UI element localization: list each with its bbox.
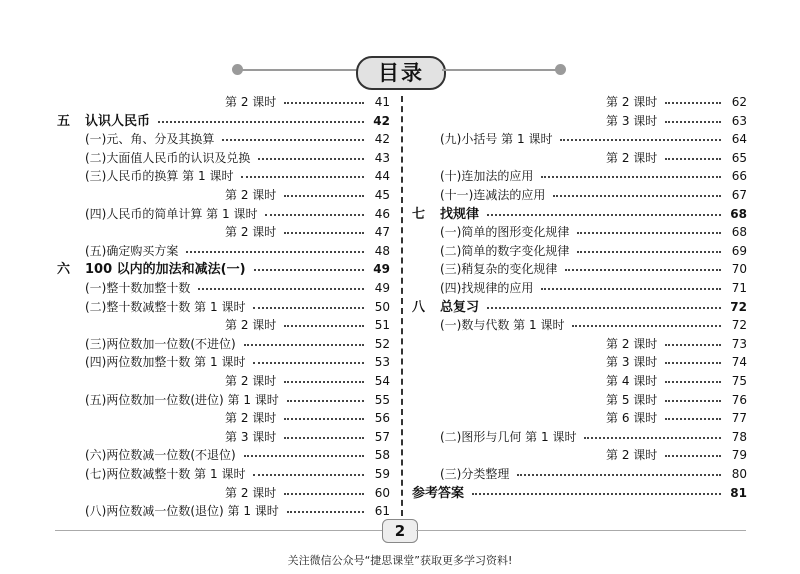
toc-entry[interactable] xyxy=(57,279,390,298)
dot-leader xyxy=(541,176,721,178)
dot-leader xyxy=(253,474,364,476)
page-ref: 53 xyxy=(374,355,390,370)
chapter-number: 六 xyxy=(57,262,71,278)
chapter-number: 七 xyxy=(412,206,426,222)
column-divider xyxy=(401,96,403,516)
dot-leader xyxy=(577,232,721,234)
chapter-title: 认识人民币 xyxy=(85,113,151,129)
section-title: (二)大面值人民币的认识及兑换 xyxy=(85,150,251,165)
page-ref: 79 xyxy=(731,448,747,463)
section-title: (一)元、角、分及其换算 xyxy=(85,132,215,147)
section-title: (五)确定购买方案 xyxy=(85,243,179,258)
page-ref: 62 xyxy=(731,95,747,109)
page-ref: 47 xyxy=(374,225,390,240)
page-ref: 48 xyxy=(374,243,390,258)
toc-entry[interactable] xyxy=(57,502,390,521)
dot-leader xyxy=(472,493,721,495)
dot-leader xyxy=(577,251,721,253)
page-ref: 42 xyxy=(373,113,390,128)
dot-leader xyxy=(158,121,364,123)
bottom-left-rule xyxy=(55,530,382,531)
section-title: 第 6 课时 xyxy=(606,411,658,426)
toc-entry[interactable] xyxy=(57,298,390,317)
dot-leader xyxy=(665,400,721,402)
toc-entry[interactable] xyxy=(412,242,747,261)
toc-entry[interactable] xyxy=(57,484,390,503)
page-ref: 73 xyxy=(731,336,747,351)
section-title: (三)分类整理 xyxy=(440,467,510,481)
toc-entry[interactable] xyxy=(57,353,390,372)
section-title: (二)简单的数字变化规律 xyxy=(440,243,570,258)
section-title: 第 5 课时 xyxy=(606,392,658,407)
section-title: 第 2 课时 xyxy=(225,411,277,426)
dot-leader xyxy=(284,325,364,327)
toc-entry[interactable] xyxy=(412,335,747,354)
page-ref: 43 xyxy=(374,150,390,165)
dot-leader xyxy=(287,511,364,513)
chapter-title: 100 以内的加法和减法(一) xyxy=(85,262,246,278)
toc-entry[interactable] xyxy=(412,409,747,428)
toc-entry[interactable] xyxy=(57,93,390,112)
dot-leader xyxy=(565,269,721,271)
section-title: (八)两位数减一位数(退位) 第 1 课时 xyxy=(85,504,279,519)
section-title: (十)连加法的应用 xyxy=(440,169,534,184)
page-ref: 66 xyxy=(731,169,747,184)
page-ref: 41 xyxy=(374,95,390,109)
section-title: 第 2 课时 xyxy=(606,95,658,109)
toc-entry[interactable] xyxy=(57,446,390,465)
section-title: (一)数与代数 第 1 课时 xyxy=(440,318,565,333)
dot-leader xyxy=(244,455,364,457)
section-title: (十一)连减法的应用 xyxy=(440,188,546,202)
dot-leader xyxy=(665,381,721,383)
toc-entry[interactable] xyxy=(412,316,747,335)
dot-leader xyxy=(222,139,364,141)
section-title: 第 2 课时 xyxy=(225,95,277,109)
section-title: (三)稍复杂的变化规律 xyxy=(440,262,558,277)
section-title: 第 3 课时 xyxy=(606,355,658,370)
page-ref: 72 xyxy=(730,299,747,314)
section-title: 第 2 课时 xyxy=(606,150,658,165)
chapter-title: 总复习 xyxy=(440,299,480,315)
dot-leader xyxy=(284,102,364,104)
dot-leader xyxy=(284,195,364,197)
toc-entry[interactable] xyxy=(57,260,390,279)
page-ref: 44 xyxy=(374,169,390,184)
dot-leader xyxy=(287,400,364,402)
page-ref: 64 xyxy=(731,132,747,147)
dot-leader xyxy=(241,176,364,178)
title-left-rule xyxy=(240,69,358,71)
dot-leader xyxy=(284,381,364,383)
toc-entry[interactable] xyxy=(412,391,747,410)
toc-entry[interactable] xyxy=(412,112,747,131)
page-ref: 60 xyxy=(374,485,390,500)
section-title: 第 2 课时 xyxy=(225,225,277,240)
section-title: (一)整十数加整十数 xyxy=(85,281,191,295)
dot-leader xyxy=(665,418,721,420)
toc-entry[interactable] xyxy=(412,353,747,372)
page-ref: 59 xyxy=(374,467,390,481)
section-title: (九)小括号 第 1 课时 xyxy=(440,132,553,147)
toc-entry[interactable] xyxy=(412,279,747,298)
page-ref: 68 xyxy=(731,225,747,240)
section-title: 参考答案 xyxy=(412,485,465,501)
dot-leader xyxy=(560,139,721,141)
toc-entry[interactable] xyxy=(57,409,390,428)
toc-entry[interactable] xyxy=(412,205,747,224)
section-title: 第 2 课时 xyxy=(225,374,277,388)
page-ref: 72 xyxy=(731,318,747,333)
dot-leader xyxy=(186,251,364,253)
section-title: (四)人民币的简单计算 第 1 课时 xyxy=(85,206,258,221)
toc-entry[interactable] xyxy=(57,465,390,484)
toc-entry[interactable] xyxy=(57,223,390,242)
section-title: 第 4 课时 xyxy=(606,374,658,388)
page-ref: 78 xyxy=(731,429,747,444)
toc-entry[interactable] xyxy=(412,372,747,391)
page-ref: 74 xyxy=(731,355,747,370)
title-right-rule xyxy=(442,69,560,71)
section-title: (四)两位数加整十数 第 1 课时 xyxy=(85,355,246,370)
page-ref: 63 xyxy=(731,113,747,128)
page-ref: 61 xyxy=(374,504,390,519)
section-title: (四)找规律的应用 xyxy=(440,281,534,295)
page-ref: 67 xyxy=(731,188,747,202)
toc-entry[interactable] xyxy=(57,335,390,354)
dot-leader xyxy=(584,437,721,439)
dot-leader xyxy=(665,121,721,123)
toc-entry[interactable] xyxy=(412,428,747,447)
dot-leader xyxy=(284,493,364,495)
section-title: 第 3 课时 xyxy=(225,429,277,444)
page-ref: 65 xyxy=(731,150,747,165)
section-title: (二)图形与几何 第 1 课时 xyxy=(440,429,577,444)
toc-entry[interactable] xyxy=(57,316,390,335)
page-ref: 57 xyxy=(374,429,390,444)
chapter-number: 八 xyxy=(412,299,426,315)
toc-entry[interactable] xyxy=(57,205,390,224)
title-right-dot xyxy=(555,64,566,75)
dot-leader xyxy=(244,344,364,346)
page-ref: 80 xyxy=(731,467,747,481)
page-ref: 77 xyxy=(731,411,747,426)
section-title: (五)两位数加一位数(进位) 第 1 课时 xyxy=(85,392,279,407)
toc-entry[interactable] xyxy=(57,242,390,261)
page-ref: 49 xyxy=(373,262,390,277)
page-ref: 55 xyxy=(374,392,390,407)
dot-leader xyxy=(198,288,364,290)
dot-leader xyxy=(487,307,721,309)
page-ref: 68 xyxy=(730,206,747,221)
page-ref: 71 xyxy=(731,281,747,295)
page-ref: 56 xyxy=(374,411,390,426)
toc-entry[interactable] xyxy=(412,130,747,149)
footer-note: 关注微信公众号“捷思课堂”获取更多学习资料! xyxy=(287,554,513,567)
page-ref: 51 xyxy=(374,318,390,333)
page-ref: 70 xyxy=(731,262,747,277)
toc-entry[interactable] xyxy=(412,186,747,205)
bottom-right-rule xyxy=(416,530,746,531)
page-ref: 50 xyxy=(374,299,390,314)
dot-leader xyxy=(265,214,364,216)
toc-entry[interactable] xyxy=(57,186,390,205)
dot-leader xyxy=(553,195,721,197)
dot-leader xyxy=(572,325,721,327)
toc-entry[interactable] xyxy=(412,465,747,484)
page-ref: 42 xyxy=(374,132,390,147)
section-title: 第 2 课时 xyxy=(225,318,277,333)
page-ref: 52 xyxy=(374,336,390,351)
page-ref: 76 xyxy=(731,392,747,407)
dot-leader xyxy=(254,269,364,271)
toc-entry[interactable] xyxy=(412,93,747,112)
section-title: (一)简单的图形变化规律 xyxy=(440,225,570,240)
dot-leader xyxy=(665,102,721,104)
toc-entry[interactable] xyxy=(57,167,390,186)
page-ref: 81 xyxy=(730,485,747,500)
dot-leader xyxy=(665,158,721,160)
dot-leader xyxy=(665,362,721,364)
toc-entry[interactable] xyxy=(57,149,390,168)
dot-leader xyxy=(487,214,721,216)
dot-leader xyxy=(517,474,721,476)
section-title: (七)两位数减整十数 第 1 课时 xyxy=(85,467,246,481)
dot-leader xyxy=(541,288,721,290)
page-ref: 45 xyxy=(374,188,390,202)
chapter-title: 找规律 xyxy=(440,206,480,222)
toc-entry[interactable] xyxy=(412,149,747,168)
page-ref: 46 xyxy=(374,206,390,221)
dot-leader xyxy=(665,455,721,457)
section-title: (三)人民币的换算 第 1 课时 xyxy=(85,169,234,184)
section-title: 第 2 课时 xyxy=(225,188,277,202)
toc-entry[interactable] xyxy=(412,484,747,503)
page-number: 2 xyxy=(382,519,418,543)
toc-entry[interactable] xyxy=(57,391,390,410)
page-title: 目录 xyxy=(356,56,446,90)
section-title: (三)两位数加一位数(不进位) xyxy=(85,336,236,351)
toc-entry[interactable] xyxy=(412,167,747,186)
toc-entry[interactable] xyxy=(412,446,747,465)
page-ref: 49 xyxy=(374,281,390,295)
section-title: 第 2 课时 xyxy=(225,485,277,500)
page-ref: 75 xyxy=(731,374,747,388)
section-title: (二)整十数减整十数 第 1 课时 xyxy=(85,299,246,314)
section-title: 第 2 课时 xyxy=(606,448,658,463)
dot-leader xyxy=(284,437,364,439)
toc-entry[interactable] xyxy=(57,130,390,149)
section-title: 第 2 课时 xyxy=(606,336,658,351)
chapter-number: 五 xyxy=(57,113,71,129)
toc-entry[interactable] xyxy=(57,428,390,447)
dot-leader xyxy=(258,158,364,160)
dot-leader xyxy=(284,418,364,420)
section-title: (六)两位数减一位数(不退位) xyxy=(85,448,236,463)
toc-entry[interactable] xyxy=(412,223,747,242)
page-ref: 58 xyxy=(374,448,390,463)
dot-leader xyxy=(253,362,364,364)
dot-leader xyxy=(253,307,364,309)
page-ref: 69 xyxy=(731,243,747,258)
dot-leader xyxy=(284,232,364,234)
toc-entry[interactable] xyxy=(412,260,747,279)
page-ref: 54 xyxy=(374,374,390,388)
toc-entry[interactable] xyxy=(412,298,747,317)
section-title: 第 3 课时 xyxy=(606,113,658,128)
toc-entry[interactable] xyxy=(57,372,390,391)
dot-leader xyxy=(665,344,721,346)
toc-entry[interactable] xyxy=(57,112,390,131)
